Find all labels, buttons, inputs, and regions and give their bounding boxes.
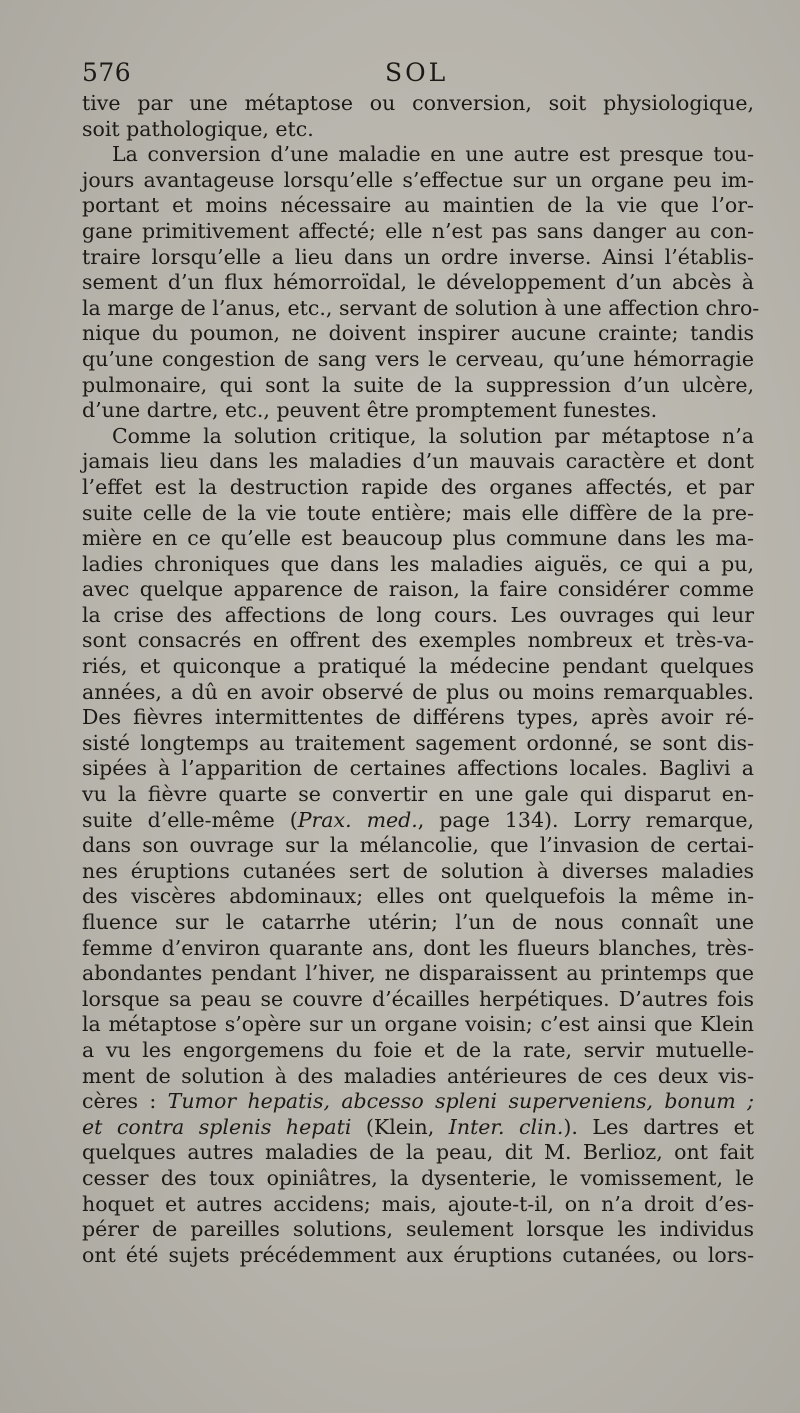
text-line: tive par une métaptose ou conversion, soit physiologique, (82, 91, 754, 115)
text-line: sement d’un flux hémorroïdal, le développement d’un abcès à (82, 270, 754, 295)
text-line: riés, et quiconque a pratiqué la médecine pendant quelques (82, 654, 754, 679)
text-line: d’une dartre, etc., peuvent être promptement funestes. (82, 398, 658, 423)
text-line: la crise des affections de long cours. Les ouvrages qui leur (82, 602, 754, 627)
text-line: a vu les engorgemens du foie et de la rate, servir mutuelle- (82, 1037, 754, 1062)
text-segment: (Klein, (351, 1114, 449, 1139)
text-line: gane primitivement affecté; elle n’est pas sans danger au con- (82, 218, 754, 243)
text-line: sisté longtemps au traitement sagement ordonné, se sont dis- (82, 730, 754, 755)
text-segment: cères : (82, 1089, 168, 1114)
text-line: sont consacrés en offrent des exemples nombreux et très-va- (82, 628, 754, 653)
text-line: abondantes pendant l’hiver, ne disparaissent au printemps que (82, 961, 754, 986)
text-segment: suite d’elle-même ( (82, 807, 298, 832)
text-line: sipées à l’apparition de certaines affections locales. Baglivi a (82, 756, 754, 781)
body-text (82, 91, 760, 1268)
italic-text: Inter. clin. (448, 1114, 564, 1139)
text-line (82, 1115, 754, 1141)
text-line: hoquet et autres accidens; mais, ajoute-t-il, on n’a droit d’es- (82, 1191, 754, 1216)
text-line (82, 1089, 754, 1115)
text-line: soit pathologique, etc. (82, 116, 314, 141)
text-line: cesser des toux opiniâtres, la dysenterie, le vomissement, le (82, 1165, 754, 1190)
text-line: lorsque sa peau se couvre d’écailles herpétiques. D’autres fois (82, 986, 754, 1011)
text-line: pérer de pareilles solutions, seulement lorsque les individus (82, 1217, 754, 1242)
text-line: nique du poumon, ne doivent inspirer aucune crainte; tandis (82, 321, 754, 346)
text-line: nes éruptions cutanées sert de solution à diverses maladies (82, 858, 754, 883)
text-segment: , page 134). Lorry remarque, (417, 807, 754, 832)
text-line: la métaptose s’opère sur un organe voisin; c’est ainsi que Klein (82, 1012, 754, 1037)
italic-text: et contra splenis hepati (82, 1114, 352, 1139)
text-line: Comme la solution critique, la solution par métaptose n’a (112, 423, 754, 448)
text-line: ont été sujets précédemment aux éruptions cutanées, ou lors- (82, 1242, 754, 1267)
text-line: mière en ce qu’elle est beaucoup plus commune dans les ma- (82, 526, 754, 551)
text-line: vu la fièvre quarte se convertir en une gale qui disparut en- (82, 782, 754, 807)
text-line: l’effet est la destruction rapide des organes affectés, et par (82, 474, 754, 499)
text-line: années, a dû en avoir observé de plus ou moins remarquables. (82, 679, 754, 704)
text-line: quelques autres maladies de la peau, dit M. Berlioz, ont fait (82, 1140, 754, 1165)
text-line: portant et moins nécessaire au maintien de la vie que l’or- (82, 193, 754, 218)
text-line: ment de solution à des maladies antérieures de ces deux vis- (82, 1063, 754, 1088)
text-line: La conversion d’une maladie en une autre est presque tou- (112, 142, 754, 167)
text-line: femme d’environ quarante ans, dont les flueurs blanches, très- (82, 935, 754, 960)
text-line: la marge de l’anus, etc., servant de solution à une affection chro- (82, 295, 760, 320)
italic-text: Tumor hepatis, abcesso spleni superveniens, bonum ; (167, 1089, 754, 1114)
italic-text: Prax. med. (297, 807, 418, 832)
page-header (82, 58, 750, 92)
text-line: traire lorsqu’elle a lieu dans un ordre inverse. Ainsi l’établis- (82, 244, 754, 269)
text-line: fluence sur le catarrhe utérin; l’un de nous connaît une (82, 910, 754, 934)
text-line: jours avantageuse lorsqu’elle s’effectue sur un organe peu im- (82, 167, 754, 192)
text-segment: ). Les dartres et (563, 1114, 754, 1139)
text-line: jamais lieu dans les maladies d’un mauvais caractère et dont (82, 449, 754, 474)
text-line: avec quelque apparence de raison, la faire considérer comme (82, 577, 754, 602)
text-line: pulmonaire, qui sont la suite de la suppression d’un ulcère, (82, 372, 754, 397)
text-line: des viscères abdominaux; elles ont quelquefois la même in- (82, 884, 754, 909)
page-number: 576 (82, 58, 132, 87)
text-line (82, 808, 754, 834)
text-line: ladies chroniques que dans les maladies aiguës, ce qui a pu, (82, 551, 754, 576)
text-line: qu’une congestion de sang vers le cerveau, qu’une hémorragie (82, 346, 754, 371)
text-line: dans son ouvrage sur la mélancolie, que l’invasion de certai- (82, 833, 754, 858)
running-head: SOL (385, 58, 449, 87)
text-line: suite celle de la vie toute entière; mais elle diffère de la pre- (82, 500, 754, 525)
text-line: Des fièvres intermittentes de différens types, après avoir ré- (82, 705, 754, 730)
